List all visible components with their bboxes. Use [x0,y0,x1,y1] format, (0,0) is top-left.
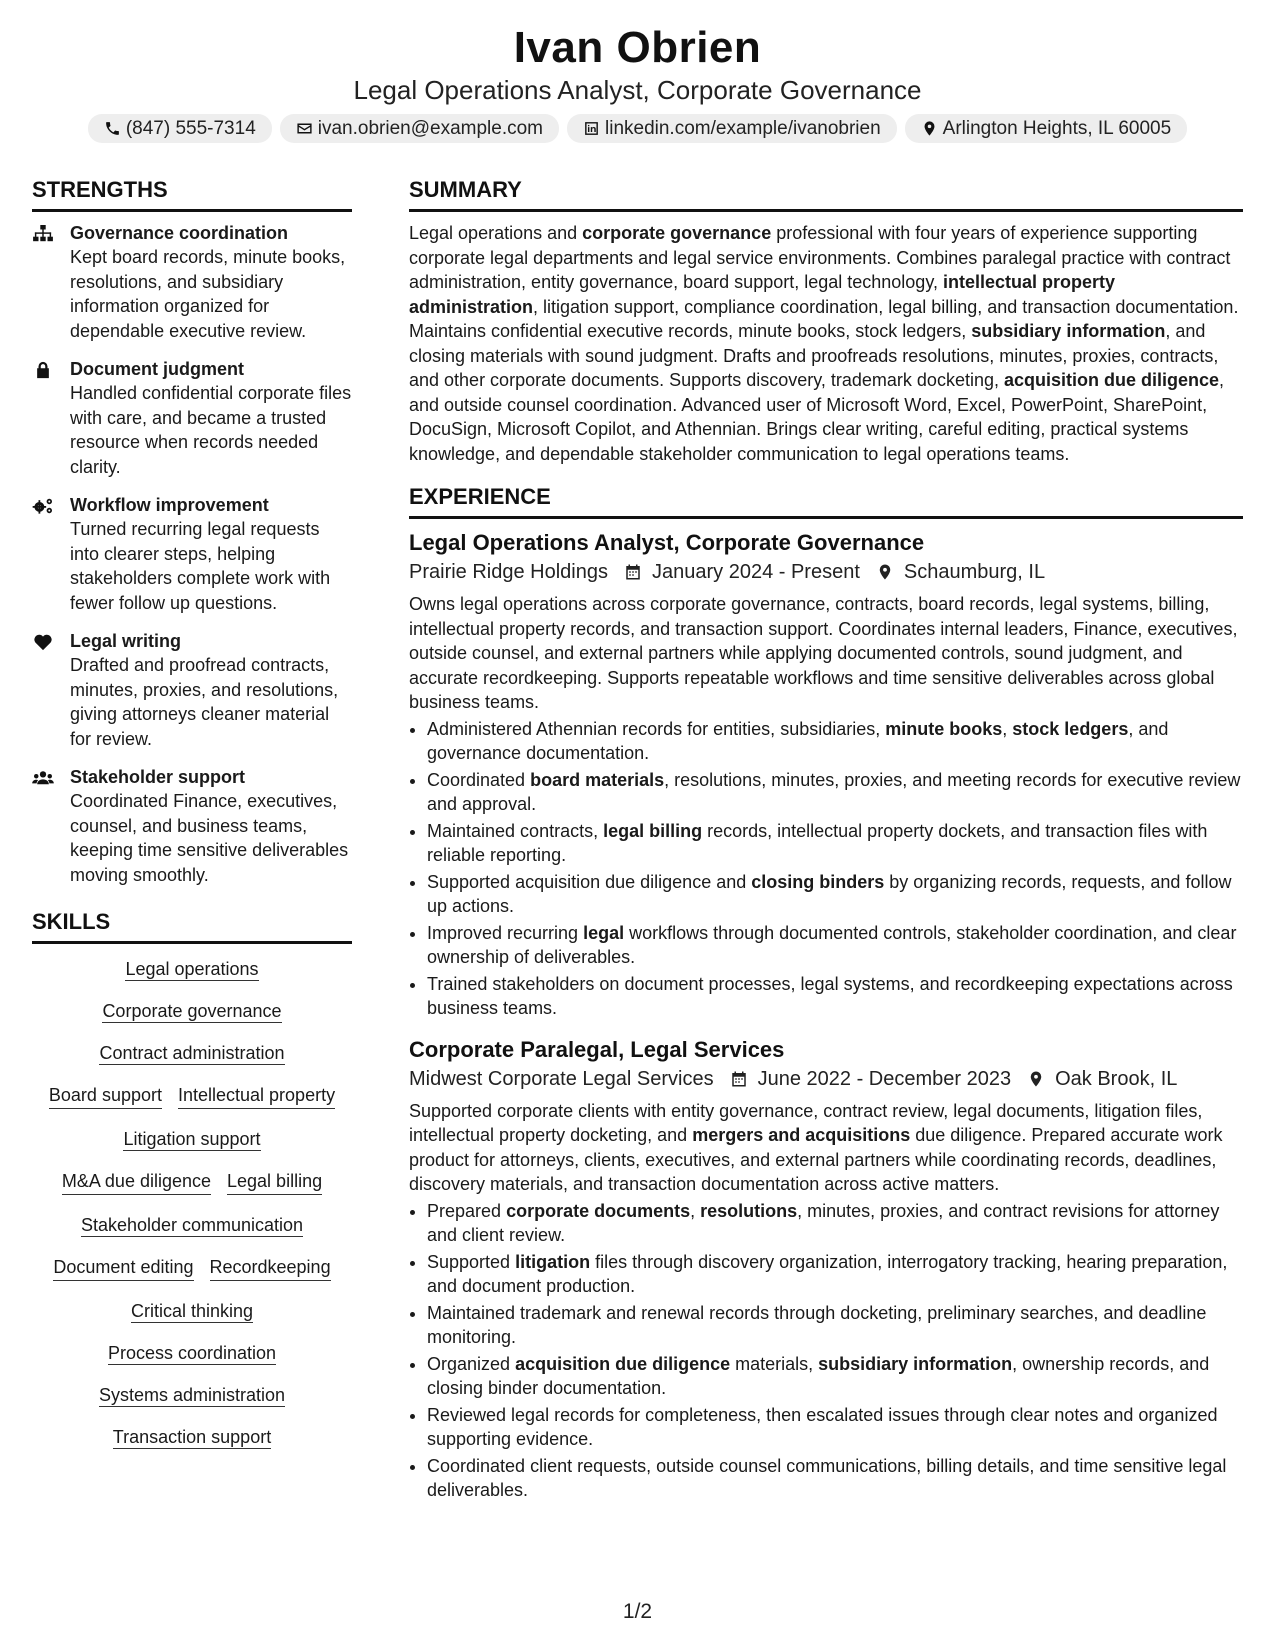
calendar-icon [730,1070,748,1088]
skill-tag: Stakeholder communication [80,1215,304,1235]
strength-desc: Kept board records, minute books, resolutions, and subsidiary information organized for dependable executive review. [70,247,346,341]
strength-desc: Drafted and proofread contracts, minutes, proxies, and resolutions, giving attorneys cleaner material for review. [70,655,339,749]
job-dates: January 2024 - Present [651,561,860,583]
contact-bar [0,114,1275,143]
strength-title: Stakeholder support [70,767,246,787]
phone-icon [104,120,121,137]
contact-linkedin[interactable] [567,114,897,143]
linkedin-text: linkedin.com/example/ivanobrien [605,118,881,139]
contact-phone [88,114,272,143]
page-number: 1/2 [622,1600,653,1623]
skills-list [32,953,352,1467]
job-bullet: • Supported litigation files through discovery organization, interrogatory tracking, hearing preparation, and document production. [427,1250,1243,1299]
skill-tag: Recordkeeping [210,1255,331,1281]
email-text: ivan.obrien@example.com [317,118,543,139]
skill-tag: Transaction support [112,1427,272,1447]
job-bullet: • Administered Athennian records for entities, subsidiaries, minute books, stock ledgers, and governance documentation. [427,717,1243,766]
candidate-title: Legal Operations Analyst, Corporate Governance [353,75,922,105]
skill-tag: Systems administration [98,1385,286,1405]
skills-heading: SKILLS [32,907,352,944]
skill-tag: Intellectual property [178,1083,335,1109]
job-bullet: • Trained stakeholders on document processes, legal systems, and recordkeeping expectations across business teams. [427,972,1243,1021]
strength-title: Legal writing [70,631,182,651]
strength-item [32,629,352,751]
job-location: Schaumburg, IL [903,561,1046,583]
job-bullet: • Reviewed legal records for completeness, then escalated issues through clear notes and organized supporting evidence. [427,1403,1243,1452]
lock-icon [32,361,54,379]
job-bullet: • Supported acquisition due diligence and closing binders by organizing records, requests, and follow up actions. [427,870,1243,919]
summary-text: Legal operations and corporate governance professional with four years of experience supporting corporate legal departments and legal service environments. Combines paralegal practice with contract administration, entity governance, board support, legal technology, intellectual property administration, litigation support, compliance coordination, legal billing, and transaction documentation. Maintains confidential executive records, minute books, stock ledgers, subsidiary information, and closing materials with sound judgment. Drafts and proofreads resolutions, minutes, proxies, contracts, and other corporate documents. Supports discovery, trademark docketing, acquisition due diligence, and outside counsel coordination. Advanced user of Microsoft Word, Excel, PowerPoint, SharePoint, DocuSign, Microsoft Copilot, and Athennian. Brings clear writing, careful editing, practical systems knowledge, and dependable stakeholder communication to legal operations teams. [409,223,1239,464]
right-column [409,175,1243,1517]
job-description: Supported corporate clients with entity governance, contract review, legal documents, litigation files, intellectual property docketing, and mergers and acquisitions due diligence. Prepared accurate work product for attorneys, clients, executives, and external partners while coordinating records, deadlines, discovery materials, and transaction documentation across active matters. [409,1100,1223,1194]
heart-icon [32,633,54,651]
strength-item [32,221,352,343]
job-entry [409,528,1243,1021]
job-bullet: • Maintained contracts, legal billing records, intellectual property dockets, and transaction files with reliable reporting. [427,819,1243,868]
skill-tag: Critical thinking [130,1301,254,1321]
job-bullet: • Organized acquisition due diligence materials, subsidiary information, ownership records, and closing binder documentation. [427,1352,1243,1401]
sitemap-icon [32,225,54,243]
strength-title: Workflow improvement [70,495,269,515]
job-bullet: • Coordinated board materials, resolutions, minutes, proxies, and meeting records for executive review and approval. [427,768,1243,817]
skill-tag: Board support [49,1083,162,1109]
skill-tag: Legal operations [125,959,259,979]
envelope-icon [296,120,313,137]
experience-heading: EXPERIENCE [409,482,1243,519]
strength-desc: Turned recurring legal requests into clearer steps, helping stakeholders complete work with fewer follow up questions. [70,519,331,613]
strength-desc: Handled confidential corporate files with care, and became a trusted resource when records needed clarity. [70,383,352,477]
contact-email[interactable] [280,114,559,143]
strength-item [32,493,352,615]
job-description: Owns legal operations across corporate governance, contracts, board records, legal systems, billing, intellectual property records, and transaction support. Coordinates internal leaders, Finance, executives, outside counsel, and external partners while applying documented controls, sound judgment, and accurate recordkeeping. Supports repeatable workflows and time sensitive deliverables across global business teams. [409,594,1238,712]
strengths-heading: STRENGTHS [32,175,352,212]
linkedin-icon [583,120,600,137]
strength-item [32,357,352,479]
job-bullet: • Coordinated client requests, outside counsel communications, billing details, and time sensitive legal deliverables. [427,1454,1243,1503]
left-column [32,175,352,1467]
job-meta [409,1065,1243,1093]
job-company: Midwest Corporate Legal Services [409,1067,714,1090]
skill-tag: Process coordination [107,1343,277,1363]
strength-title: Document judgment [70,359,244,379]
phone-text: (847) 555-7314 [125,118,256,139]
job-dates: June 2022 - December 2023 [757,1067,1012,1090]
skill-tag: Corporate governance [102,1001,282,1021]
job-title: Legal Operations Analyst, Corporate Governance [409,530,925,555]
job-bullet: • Improved recurring legal workflows through documented controls, stakeholder coordination, and clear ownership of deliverables. [427,921,1243,970]
users-icon [32,769,54,787]
map-pin-icon [876,563,894,581]
job-bullet: • Maintained trademark and renewal records through docketing, preliminary searches, and deadline monitoring. [427,1301,1243,1350]
map-pin-icon [1027,1070,1045,1088]
strengths-list [32,221,352,887]
skill-tag: Document editing [53,1255,193,1281]
skill-tag: Contract administration [99,1043,285,1063]
job-bullets [409,1199,1243,1503]
strength-desc: Coordinated Finance, executives, counsel, and business teams, keeping time sensitive deliverables moving smoothly. [70,791,349,885]
contact-location [905,114,1188,143]
job-company: Prairie Ridge Holdings [409,561,608,583]
location-text: Arlington Heights, IL 60005 [942,118,1172,139]
strength-item [32,765,352,887]
map-pin-icon [921,120,938,137]
skill-tag: M&A due diligence [62,1169,211,1195]
strength-title: Governance coordination [70,223,289,243]
calendar-icon [624,563,642,581]
skill-tag: Legal billing [227,1169,322,1195]
job-location: Oak Brook, IL [1055,1067,1178,1090]
job-entry [409,1035,1243,1503]
job-title: Corporate Paralegal, Legal Services [409,1036,785,1062]
candidate-name: Ivan Obrien [513,23,762,72]
job-bullets [409,717,1243,1021]
summary-heading: SUMMARY [409,175,1243,212]
gears-icon [32,497,54,515]
job-bullet: • Prepared corporate documents, resolutions, minutes, proxies, and contract revisions for attorney and client review. [427,1199,1243,1248]
job-meta [409,558,1243,586]
skill-tag: Litigation support [123,1129,261,1149]
resume-header [0,0,1275,143]
